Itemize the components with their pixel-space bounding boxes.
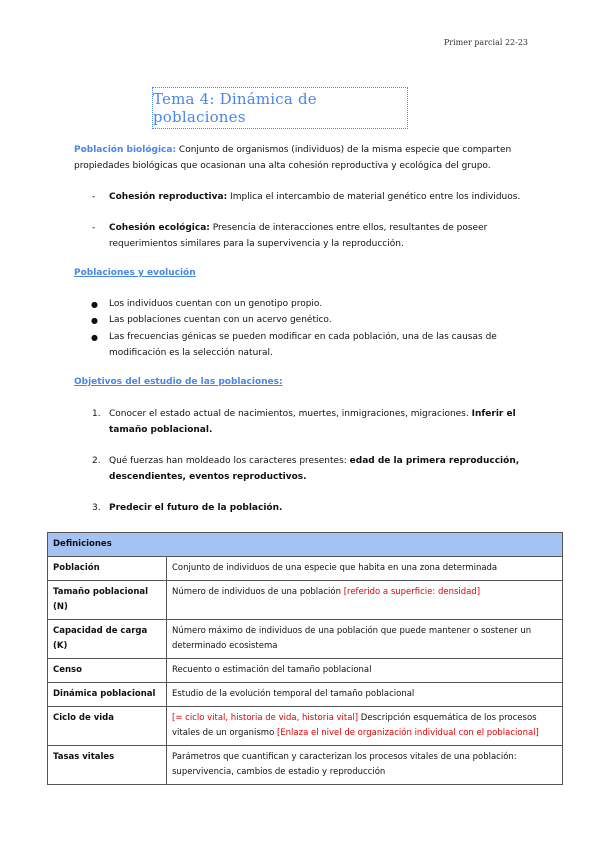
term-cell: Tamaño poblacional (N) [48,581,167,620]
definitions-table [47,532,563,785]
term-cell: Población [48,557,167,581]
dash-text-2: requerimientos similares para la supervivencia y la reproducción. [109,239,404,249]
section-heading-evolution[interactable]: Poblaciones y evolución [74,268,196,278]
table-header: Definiciones [48,533,563,557]
definition-note: [referido a superficie: densidad] [343,587,481,597]
dash-term: Cohesión reproductiva: [109,192,228,202]
table-row [48,557,563,581]
objective-bold: Predecir el futuro de la población. [109,503,283,513]
bullet-item [109,329,549,361]
objective-text: Conocer el estado actual de nacimientos, muertes, inmigraciones, migraciones. [109,409,472,419]
definition-text: Número de individuos de una población [172,587,344,597]
bullet-item: Las poblaciones cuentan con un acervo genético. [109,315,332,325]
bullet-icon: ● [91,300,98,309]
objective-bold-2: tamaño poblacional. [109,425,213,435]
definition-text: Descripción esquemática de los procesos vitales de un organismo [172,713,537,738]
bullet-text: Las frecuencias génicas se pueden modificar en cada población, una de las causas de [109,332,497,342]
bullet-text-2: modificación es la selección natural. [109,348,273,358]
bullet-icon: ● [91,316,98,325]
item-number: 2. [92,456,101,466]
definition-cell: Número máximo de individuos de una población que puede mantener o sostener un determinado ecosistema [167,620,563,659]
dash-term: Cohesión ecológica: [109,223,210,233]
table-row [48,620,563,659]
term-cell: Dinámica poblacional [48,683,167,707]
dash-item-reproductive [109,189,549,205]
objective-item [109,453,549,485]
objective-bold-2: descendientes, eventos reproductivos. [109,472,307,482]
definition-cell: Estudio de la evolución temporal del tamaño poblacional [167,683,563,707]
objective-bold: Inferir el [471,409,516,419]
term-cell: Censo [48,659,167,683]
intro-text-1: Conjunto de organismos (individuos) de la misma especie que comparten [176,145,512,155]
item-number: 1. [92,409,101,419]
intro-text-2: propiedades biológicas que ocasionan una alta cohesión reproductiva y ecológica del grupo. [74,161,491,171]
intro-paragraph [74,142,534,174]
definition-cell: Conjunto de individuos de una especie que habita en una zona determinada [167,557,563,581]
definition-note-2: [Enlaza el nivel de organización individual con el poblacional] [276,728,539,738]
page-title: Tema 4: Dinámica de poblaciones [153,90,317,126]
term-cell: Capacidad de carga (K) [48,620,167,659]
definition-cell: Recuento o estimación del tamaño poblacional [167,659,563,683]
table-row [48,746,563,785]
definition-note: [= ciclo vital, historia de vida, historia vital] [172,713,359,723]
term-cell: Tasas vitales [48,746,167,785]
bullet-item: Los individuos cuentan con un genotipo propio. [109,299,323,309]
dash-item-ecological [109,220,549,252]
table-row [48,683,563,707]
title-box [152,87,408,129]
bullet-icon: ● [91,333,98,342]
objective-bold: edad de la primera reproducción, [349,456,520,466]
table-row [48,707,563,746]
item-number: 3. [92,503,101,513]
intro-term: Población biológica: [74,145,177,155]
table-row [48,581,563,620]
definition-cell [167,581,563,620]
term-cell: Ciclo de vida [48,707,167,746]
exam-label: Primer parcial 22-23 [443,38,528,47]
dash-mark: - [92,192,96,202]
objective-item [109,500,282,516]
definition-cell: Parámetros que cuantifican y caracterizan los procesos vitales de una población: supervivencia, cambios de estadio y reproducción [167,746,563,785]
objective-item [109,406,549,438]
table-row [48,659,563,683]
definition-cell [167,707,563,746]
dash-text: Presencia de interacciones entre ellos, resultantes de poseer [209,223,488,233]
dash-text: Implica el intercambio de material genético entre los individuos. [227,192,521,202]
section-heading-objectives[interactable]: Objetivos del estudio de las poblaciones: [74,377,283,387]
objective-text: Qué fuerzas han moldeado los caracteres presentes: [109,456,350,466]
dash-mark: - [92,223,96,233]
